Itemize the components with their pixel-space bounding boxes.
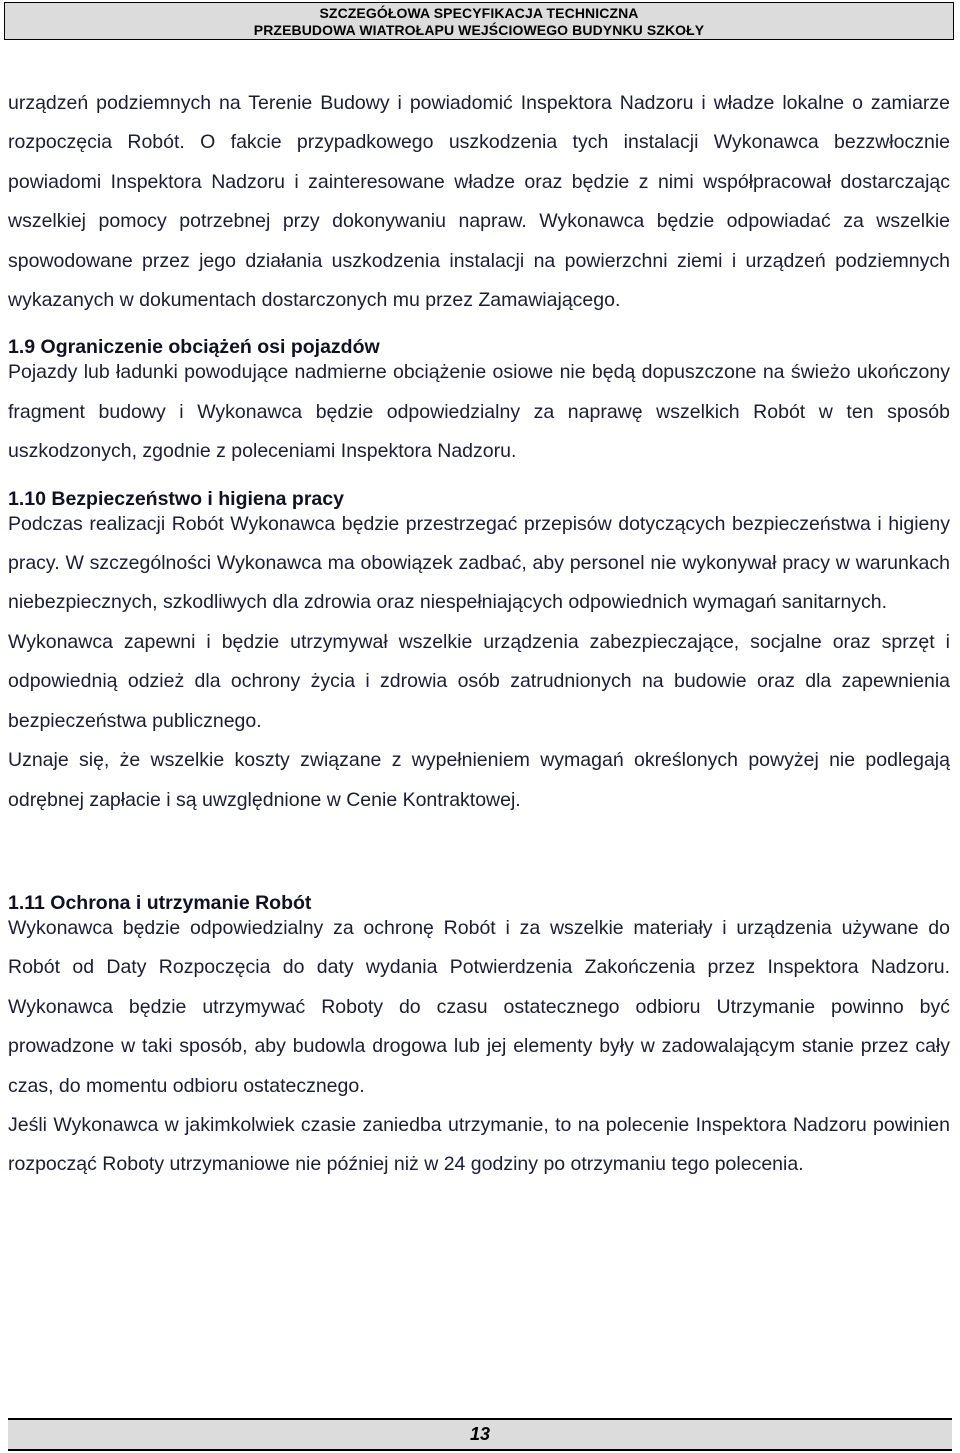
document-body	[8, 84, 950, 1185]
section-heading: 1.10 Bezpieczeństwo i higiena pracy	[8, 487, 344, 510]
section-paragraph: Jeśli Wykonawca w jakimkolwiek czasie zaniedba utrzymanie, to na polecenie Inspektora Nadzoru powinien rozpocząć Roboty utrzymaniowe nie później niż w 24 godziny po otrzymaniu tego polecenia.	[8, 1113, 950, 1176]
section-1-10	[8, 486, 950, 820]
document-header	[4, 2, 954, 40]
intro-paragraph: urządzeń podziemnych na Terenie Budowy i powiadomić Inspektora Nadzoru i władze lokalne o zamiarze rozpoczęcia Robót. O fakcie przypadkowego uszkodzenia tych instalacji Wykonawca bezzwłocznie powiadomi Inspektora Nadzoru i zainteresowane władze oraz będzie z nimi współpracował dostarczając wszelkiej pomocy potrzebnej przy dokonywaniu napraw. Wykonawca będzie odpowiadać za wszelkie spowodowane przez jego działania uszkodzenia instalacji na powierzchni ziemi i urządzeń podziemnych wykazanych w dokumentach dostarczonych mu przez Zamawiającego.	[8, 92, 950, 312]
header-title: SZCZEGÓŁOWA SPECYFIKACJA TECHNICZNA	[319, 5, 639, 21]
section-heading: 1.11 Ochrona i utrzymanie Robót	[8, 891, 312, 914]
section-paragraph: Podczas realizacji Robót Wykonawca będzie przestrzegać przepisów dotyczących bezpieczeństwa i higieny pracy. W szczególności Wykonawca ma obowiązek zadbać, aby personel nie wykonywał pracy w warunkach niebezpiecznych, szkodliwych dla zdrowia oraz niespełniających odpowiednich wymagań sanitarnych.	[8, 512, 950, 614]
section-paragraph: Wykonawca zapewni i będzie utrzymywał wszelkie urządzenia zabezpieczające, socjalne oraz sprzęt i odpowiednią odzież dla ochrony życia i zdrowia osób zatrudnionych na budowie oraz dla zapewnienia bezpieczeństwa publicznego.	[8, 630, 950, 732]
section-paragraph: Wykonawca będzie odpowiedzialny za ochronę Robót i za wszelkie materiały i urządzenia używane do Robót od Daty Rozpoczęcia do daty wydania Potwierdzenia Zakończenia przez Inspektora Nadzoru. Wykonawca będzie utrzymywać Roboty do czasu ostatecznego odbioru Utrzymanie powinno być prowadzone w taki sposób, aby budowla drogowa lub jej elementy były w zadowalającym stanie przez cały czas, do momentu odbioru ostatecznego.	[8, 916, 950, 1097]
page-number: 13	[469, 1424, 491, 1444]
section-1-11	[8, 890, 950, 1185]
section-1-9	[8, 334, 950, 471]
page-footer	[8, 1418, 952, 1451]
section-paragraph: Uznaje się, że wszelkie koszty związane z wypełnieniem wymagań określonych powyżej nie podlegają odrębnej zapłacie i są uwzględnione w Cenie Kontraktowej.	[8, 749, 950, 811]
section-heading: 1.9 Ograniczenie obciążeń osi pojazdów	[8, 336, 380, 359]
header-subtitle: PRZEBUDOWA WIATROŁAPU WEJŚCIOWEGO BUDYNKU SZKOŁY	[253, 22, 705, 38]
section-paragraph: Pojazdy lub ładunki powodujące nadmierne obciążenie osiowe nie będą dopuszczone na świeżo ukończony fragment budowy i Wykonawca będzie odpowiedzialny za naprawę wszelkich Robót w ten sposób uszkodzonych, zgodnie z poleceniami Inspektora Nadzoru.	[8, 361, 950, 463]
